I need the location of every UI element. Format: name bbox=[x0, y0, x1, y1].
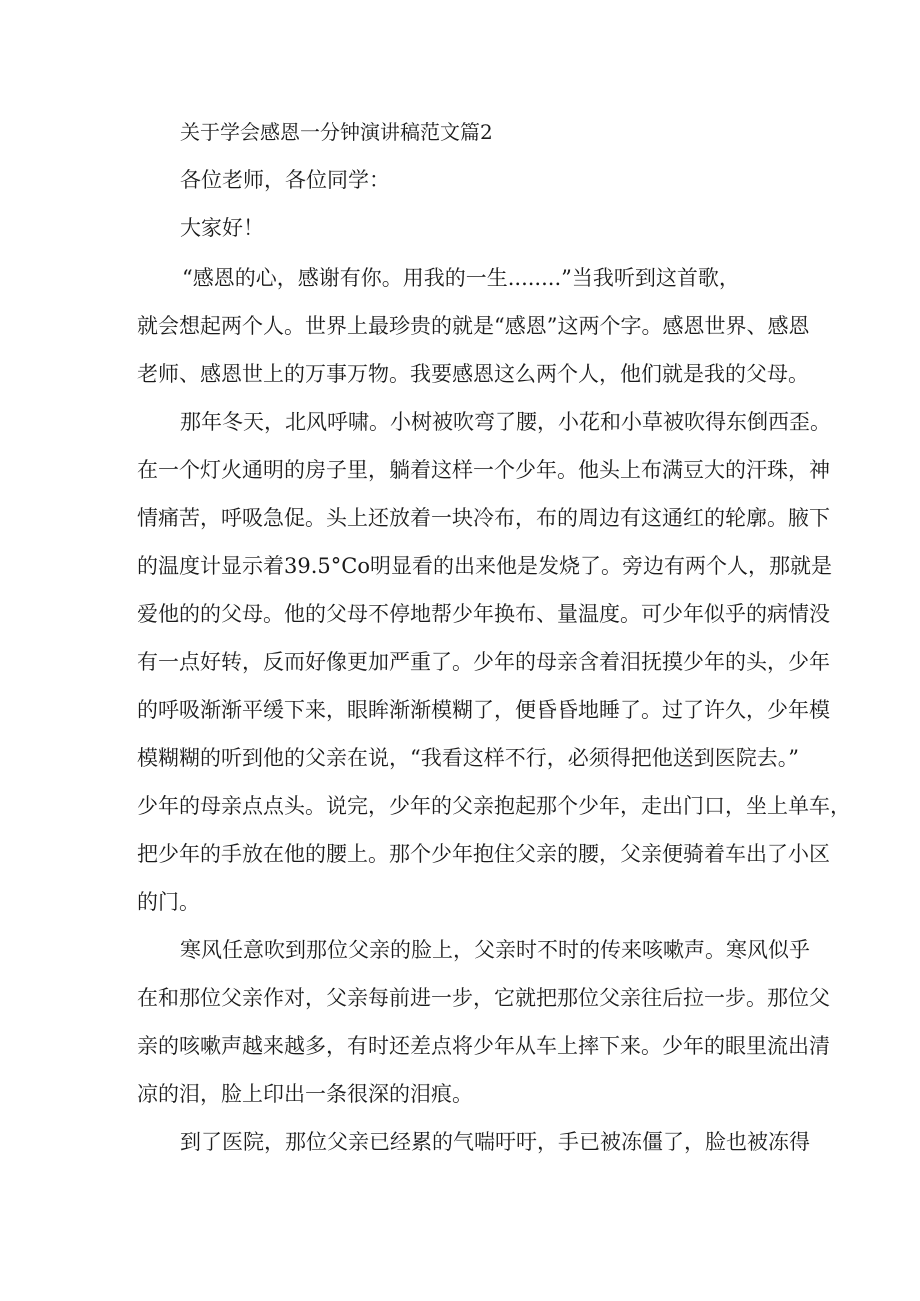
paragraph-line: 凉的泪，脸上印出一条很深的泪痕。 bbox=[137, 1082, 473, 1106]
greeting: 各位老师，各位同学： bbox=[180, 168, 390, 192]
paragraph-line: 在和那位父亲作对，父亲每前进一步，它就把那位父亲往后拉一步。那位父 bbox=[137, 986, 830, 1010]
paragraph-line: “感恩的心，感谢有你。用我的一生........”当我听到这首歌， bbox=[182, 266, 740, 290]
paragraph-line: 模糊糊的听到他的父亲在说，“我看这样不行，必须得把他送到医院去。” bbox=[137, 746, 799, 770]
paragraph-line: 亲的咳嗽声越来越多，有时还差点将少年从车上摔下来。少年的眼里流出清 bbox=[137, 1034, 830, 1058]
paragraph-line: 寒风任意吹到那位父亲的脸上，父亲时不时的传来咳嗽声。寒风似乎 bbox=[180, 938, 810, 962]
paragraph-line: 到了医院，那位父亲已经累的气喘吁吁，手已被冻僵了，脸也被冻得 bbox=[180, 1130, 810, 1154]
paragraph-line: 在一个灯火通明的房子里，躺着这样一个少年。他头上布满豆大的汗珠，神 bbox=[137, 458, 830, 482]
paragraph-line: 那年冬天，北风呼啸。小树被吹弯了腰，小花和小草被吹得东倒西歪。 bbox=[180, 410, 831, 434]
paragraph-line: 有一点好转，反而好像更加严重了。少年的母亲含着泪抚摸少年的头，少年 bbox=[137, 650, 830, 674]
paragraph-line: 的温度计显示着39.5°Co明显看的出来他是发烧了。旁边有两个人，那就是 bbox=[137, 554, 832, 578]
paragraph-line: 情痛苦，呼吸急促。头上还放着一块冷布，布的周边有这通红的轮廓。腋下 bbox=[137, 506, 830, 530]
paragraph-line: 爱他的的父母。他的父母不停地帮少年换布、量温度。可少年似乎的病情没 bbox=[137, 602, 830, 626]
paragraph-line: 把少年的手放在他的腰上。那个少年抱住父亲的腰，父亲便骑着车出了小区 bbox=[137, 842, 830, 866]
paragraph-line: 的呼吸渐渐平缓下来，眼眸渐渐模糊了，便昏昏地睡了。过了许久，少年模 bbox=[137, 698, 830, 722]
paragraph-line: 老师、感恩世上的万事万物。我要感恩这么两个人，他们就是我的父母。 bbox=[137, 362, 809, 386]
paragraph-line: 少年的母亲点点头。说完，少年的父亲抱起那个少年，走出门口，坐上单车， bbox=[137, 794, 851, 818]
hello: 大家好！ bbox=[180, 216, 264, 240]
document-title: 关于学会感恩一分钟演讲稿范文篇2 bbox=[180, 120, 493, 144]
paragraph-line: 的门。 bbox=[137, 890, 200, 914]
paragraph-line: 就会想起两个人。世界上最珍贵的就是“感恩”这两个字。感恩世界、感恩 bbox=[137, 314, 810, 338]
